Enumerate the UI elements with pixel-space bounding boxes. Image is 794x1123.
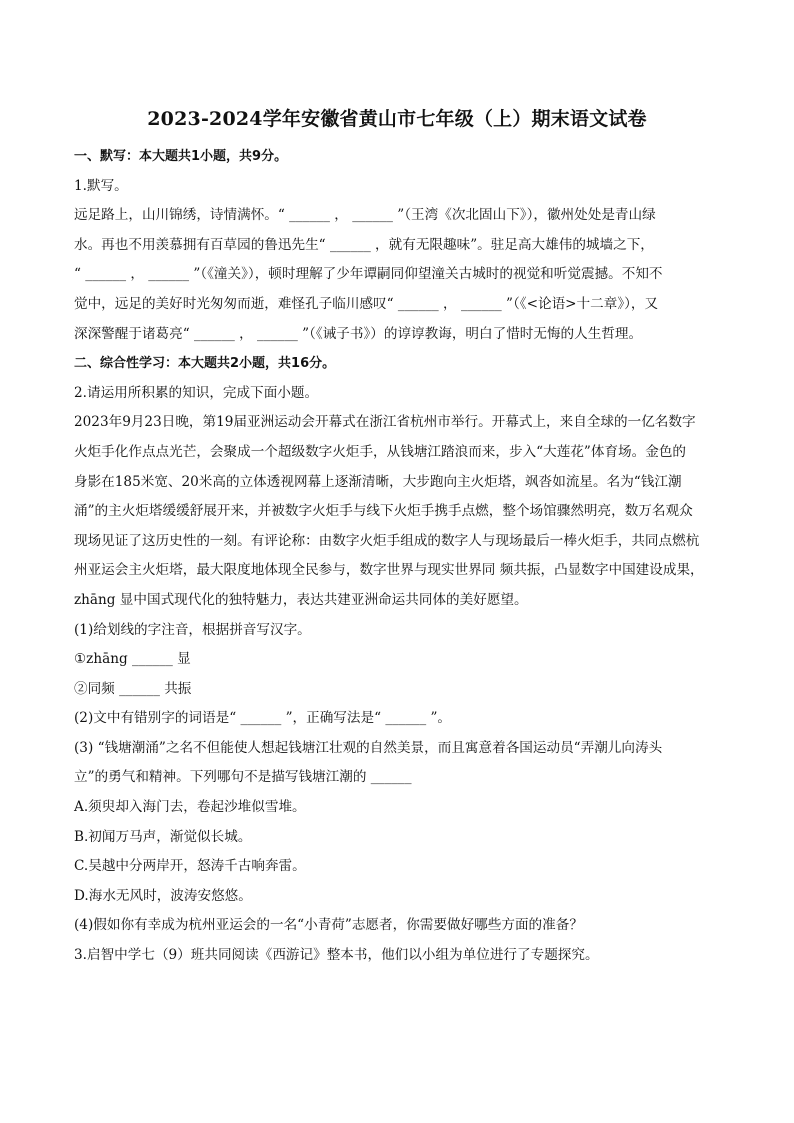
- question-1-line: 远足路上，山川锦绣，诗情满怀。“ ______ ， ______ ”（王湾《次北固山下》），徽州处处是青山绿: [74, 207, 656, 224]
- exam-title: 2023-2024学年安徽省黄山市七年级（上）期末语文试卷: [147, 108, 647, 130]
- sub-question-3-line: (3) “钱塘潮涌”之名不但能使人想起钱塘江壮观的自然美景，而且寓意着各国运动员“弄潮儿向涛头: [74, 739, 663, 756]
- passage-line: 现场见证了这历史性的一刻。有评论称：由数字火炬手组成的数字人与现场最后一棒火炬手，共同点燃杭: [74, 532, 700, 549]
- sub-question-3-line: 立”的勇气和精神。下列哪句不是描写钱塘江潮的 ______: [74, 769, 412, 786]
- option-d: D.海水无风时，波涛安悠悠。: [74, 887, 252, 904]
- exam-content: [74, 142, 722, 971]
- sub-question-2: (2)文中有错别字的词语是“ ______ ”，正确写法是“ ______ ”。: [74, 710, 451, 727]
- sub-question-1-a: ①zhāng ______ 显: [74, 651, 191, 668]
- passage-line: zhāng 显中国式现代化的独特魅力，表达共建亚洲命运共同体的美好愿望。: [74, 591, 528, 608]
- option-c: C.吴越中分两岸开，怒涛千古响奔雷。: [74, 858, 306, 875]
- sub-question-1-b: ②同频 ______ 共振: [74, 680, 192, 697]
- passage-line: 州亚运会主火炬塔，最大限度地体现全民参与，数字世界与现实世界同 频共振，凸显数字中国建设成果，: [74, 562, 704, 579]
- question-1-line: 深深警醒于诸葛亮“ ______ ， ______ ”（《诫子书》）的谆谆教诲，明白了惜时无悔的人生哲理。: [74, 325, 643, 342]
- question-3: 3.启智中学七（9）班共同阅读《西游记》整本书，他们以小组为单位进行了专题探究。: [74, 947, 599, 964]
- question-1-line: 水。再也不用羡慕拥有百草园的鲁迅先生“ ______ ，就有无限趣味”。驻足高大雄伟的城墙之下，: [74, 236, 654, 253]
- section-2-heading: 二、综合性学习：本大题共2小题，共16分。: [74, 356, 336, 372]
- passage-line: 涌”的主火炬塔缓缓舒展开来，并被数字火炬手与线下火炬手携手点燃，整个场馆骤然明亮，数万名观众: [74, 503, 693, 520]
- sub-question-4: (4)假如你有幸成为杭州亚运会的一名“小青荷”志愿者，你需要做好哪些方面的准备？: [74, 917, 583, 934]
- option-b: B.初闻万马声，渐觉似长城。: [74, 828, 252, 845]
- question-1-label: 1.默写。: [74, 177, 128, 194]
- passage-line: 2023年9月23日晚，第19届亚洲运动会开幕式在浙江省杭州市举行。开幕式上，来自全球的一亿名数字: [74, 414, 696, 431]
- section-1-heading: 一、默写：本大题共1小题，共9分。: [74, 149, 288, 164]
- question-2-label: 2.请运用所积累的知识，完成下面小题。: [74, 384, 319, 401]
- question-1-line: 觉中，远足的美好时光匆匆而逝，难怪孔子临川感叹“ ______ ， ______ ”（《<论语>十二章》），又: [74, 295, 659, 312]
- question-1-line: “ ______ ， ______ ”（《潼关》），顿时理解了少年谭嗣同仰望潼关古城时的视觉和听觉震撼。不知不: [74, 266, 663, 283]
- option-a: A.须臾却入海门去，卷起沙堆似雪堆。: [74, 799, 306, 816]
- sub-question-1: (1)给划线的字注音，根据拼音写汉字。: [74, 621, 311, 638]
- passage-line: 身影在185米宽、20米高的立体透视网幕上逐渐清晰，大步跑向主火炬塔，飒沓如流星。名为“钱江潮: [74, 473, 682, 490]
- passage-line: 火炬手化作点点光芒，会聚成一个超级数字火炬手，从钱塘江踏浪而来，步入“大莲花”体育场。金色的: [74, 443, 687, 460]
